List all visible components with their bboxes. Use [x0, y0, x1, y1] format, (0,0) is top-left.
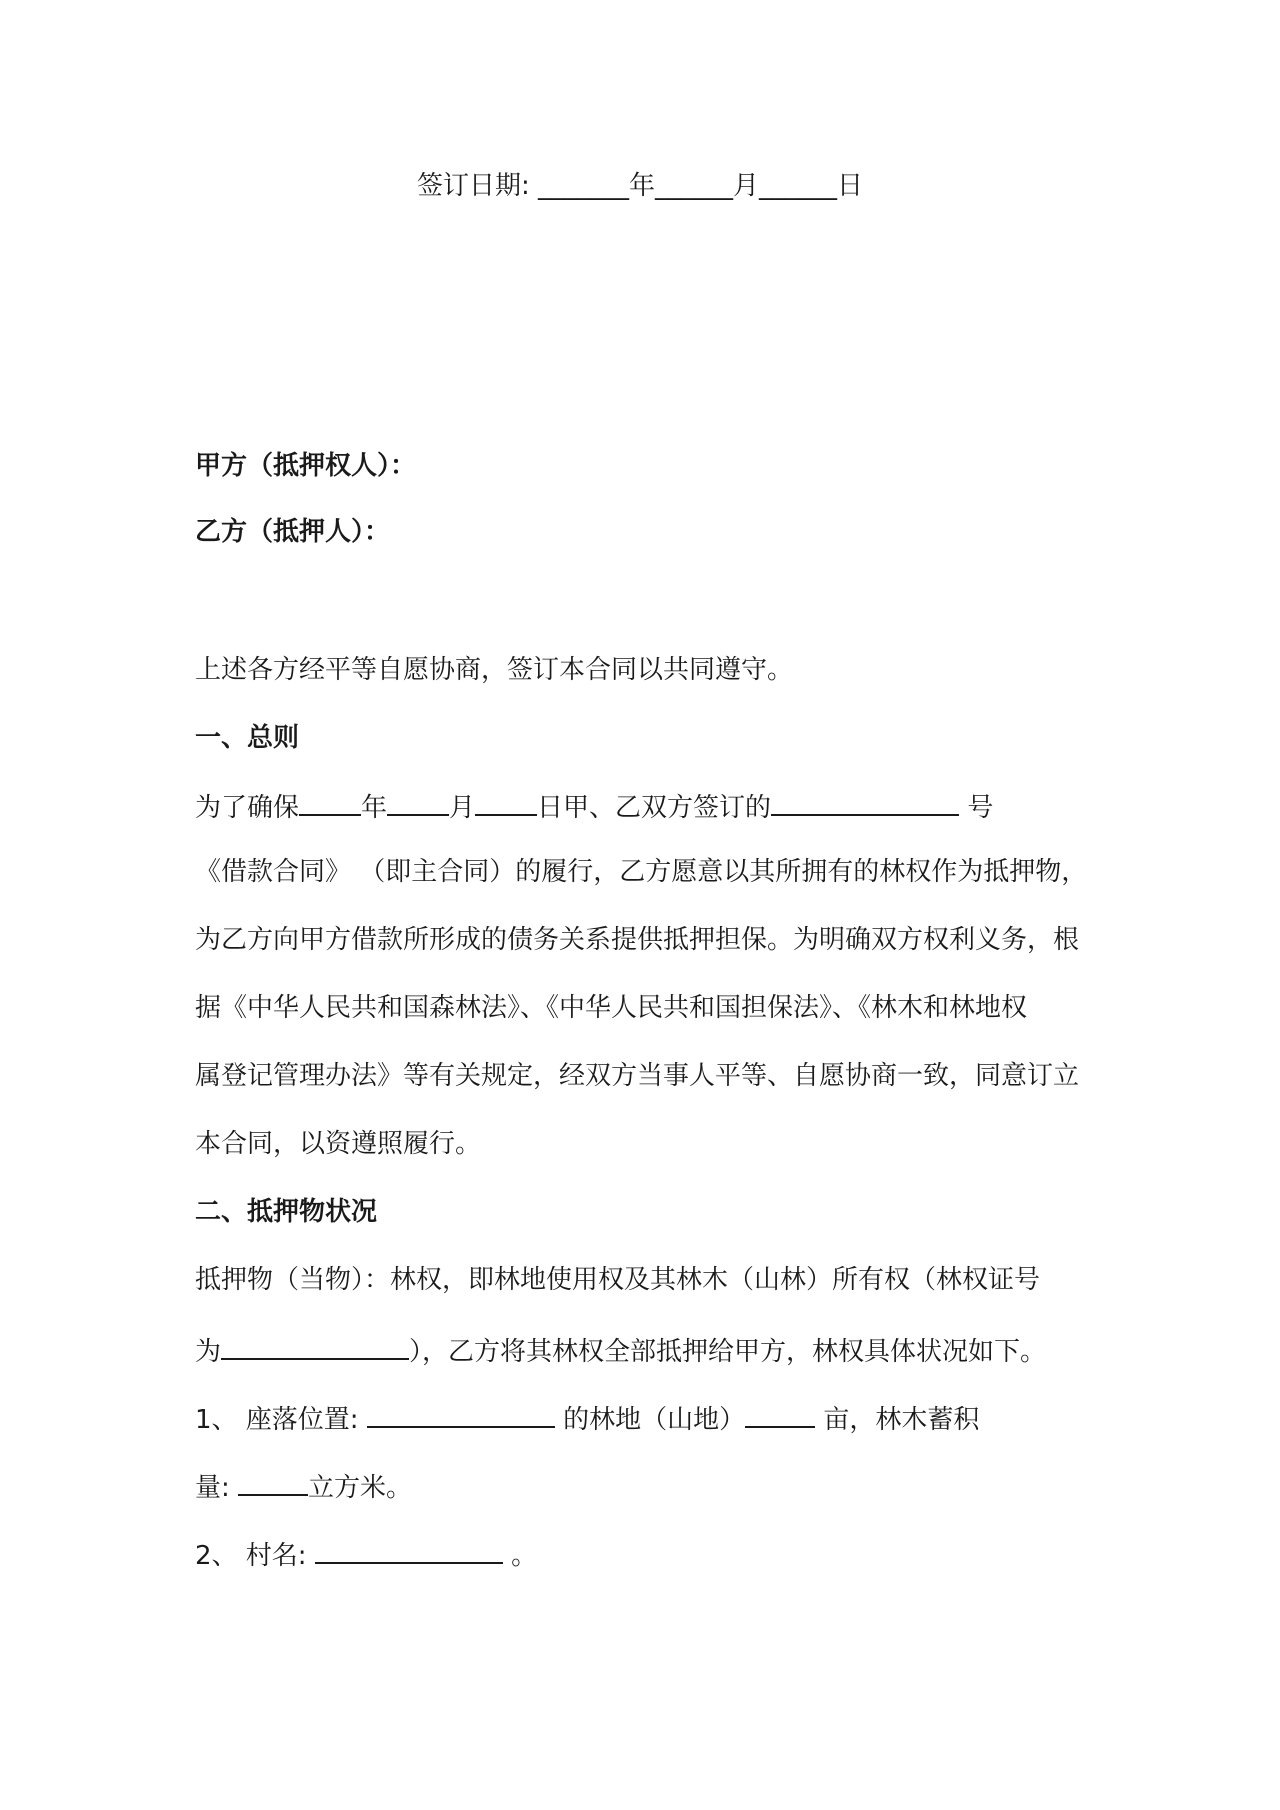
- day-blank: [475, 784, 537, 816]
- village-blank: [315, 1532, 503, 1564]
- text: 亩，林木蓄积: [815, 1405, 980, 1435]
- party-b-label: 乙方（抵押人）：: [195, 517, 391, 547]
- text: 号: [959, 793, 994, 823]
- section2-line1: 抵押物（当物）：林权，即林地使用权及其林木（山林）所有权（林权证号: [195, 1265, 1041, 1295]
- text: 年: [361, 793, 388, 823]
- text: 立方米。: [308, 1473, 413, 1503]
- area-blank: [745, 1396, 815, 1428]
- text: 为了确保: [195, 793, 300, 823]
- location-blank: [367, 1396, 555, 1428]
- certificate-number-blank: [221, 1328, 409, 1360]
- section1-line6: 本合同，以资遵照履行。: [195, 1129, 482, 1159]
- year-blank: [299, 784, 361, 816]
- text: ），乙方将其林权全部抵押给甲方，林权具体状况如下。: [409, 1337, 1047, 1367]
- section1-line5: 属登记管理办法》等有关规定，经双方当事人平等、自愿协商一致，同意订立: [195, 1061, 1080, 1091]
- text: 为: [195, 1337, 222, 1367]
- party-a-label: 甲方（抵押权人）：: [195, 451, 417, 481]
- text: 。: [502, 1541, 538, 1571]
- section1-heading: 一、总则: [195, 723, 300, 753]
- section2-line2: [195, 1328, 1046, 1372]
- text: 月: [449, 793, 476, 823]
- section1-line1: [195, 784, 993, 828]
- text: 日甲、乙双方签订的: [537, 793, 772, 823]
- text: 量:: [195, 1473, 239, 1503]
- text: 的林地（山地）: [554, 1405, 746, 1435]
- section2-heading: 二、抵押物状况: [195, 1197, 378, 1227]
- sign-date: 签订日期: _______年______月______日: [416, 171, 864, 201]
- text: 1、 座落位置:: [195, 1405, 367, 1435]
- section1-line3: 为乙方向甲方借款所形成的债务关系提供抵押担保。为明确双方权利义务，根: [195, 925, 1080, 955]
- item1-location: [195, 1396, 979, 1440]
- month-blank: [387, 784, 449, 816]
- section1-line4: 据《中华人民共和国森林法》、《中华人民共和国担保法》、《林木和林地权: [195, 993, 1028, 1023]
- item2-village: [195, 1532, 537, 1576]
- section1-line2: 《借款合同》 （即主合同）的履行，乙方愿意以其所拥有的林权作为抵押物，: [195, 857, 1088, 887]
- contract-number-blank: [771, 784, 959, 816]
- volume-blank: [238, 1464, 308, 1496]
- preamble: 上述各方经平等自愿协商，签订本合同以共同遵守。: [195, 655, 794, 685]
- text: 2、 村名:: [195, 1541, 315, 1571]
- item1-volume: [195, 1464, 412, 1508]
